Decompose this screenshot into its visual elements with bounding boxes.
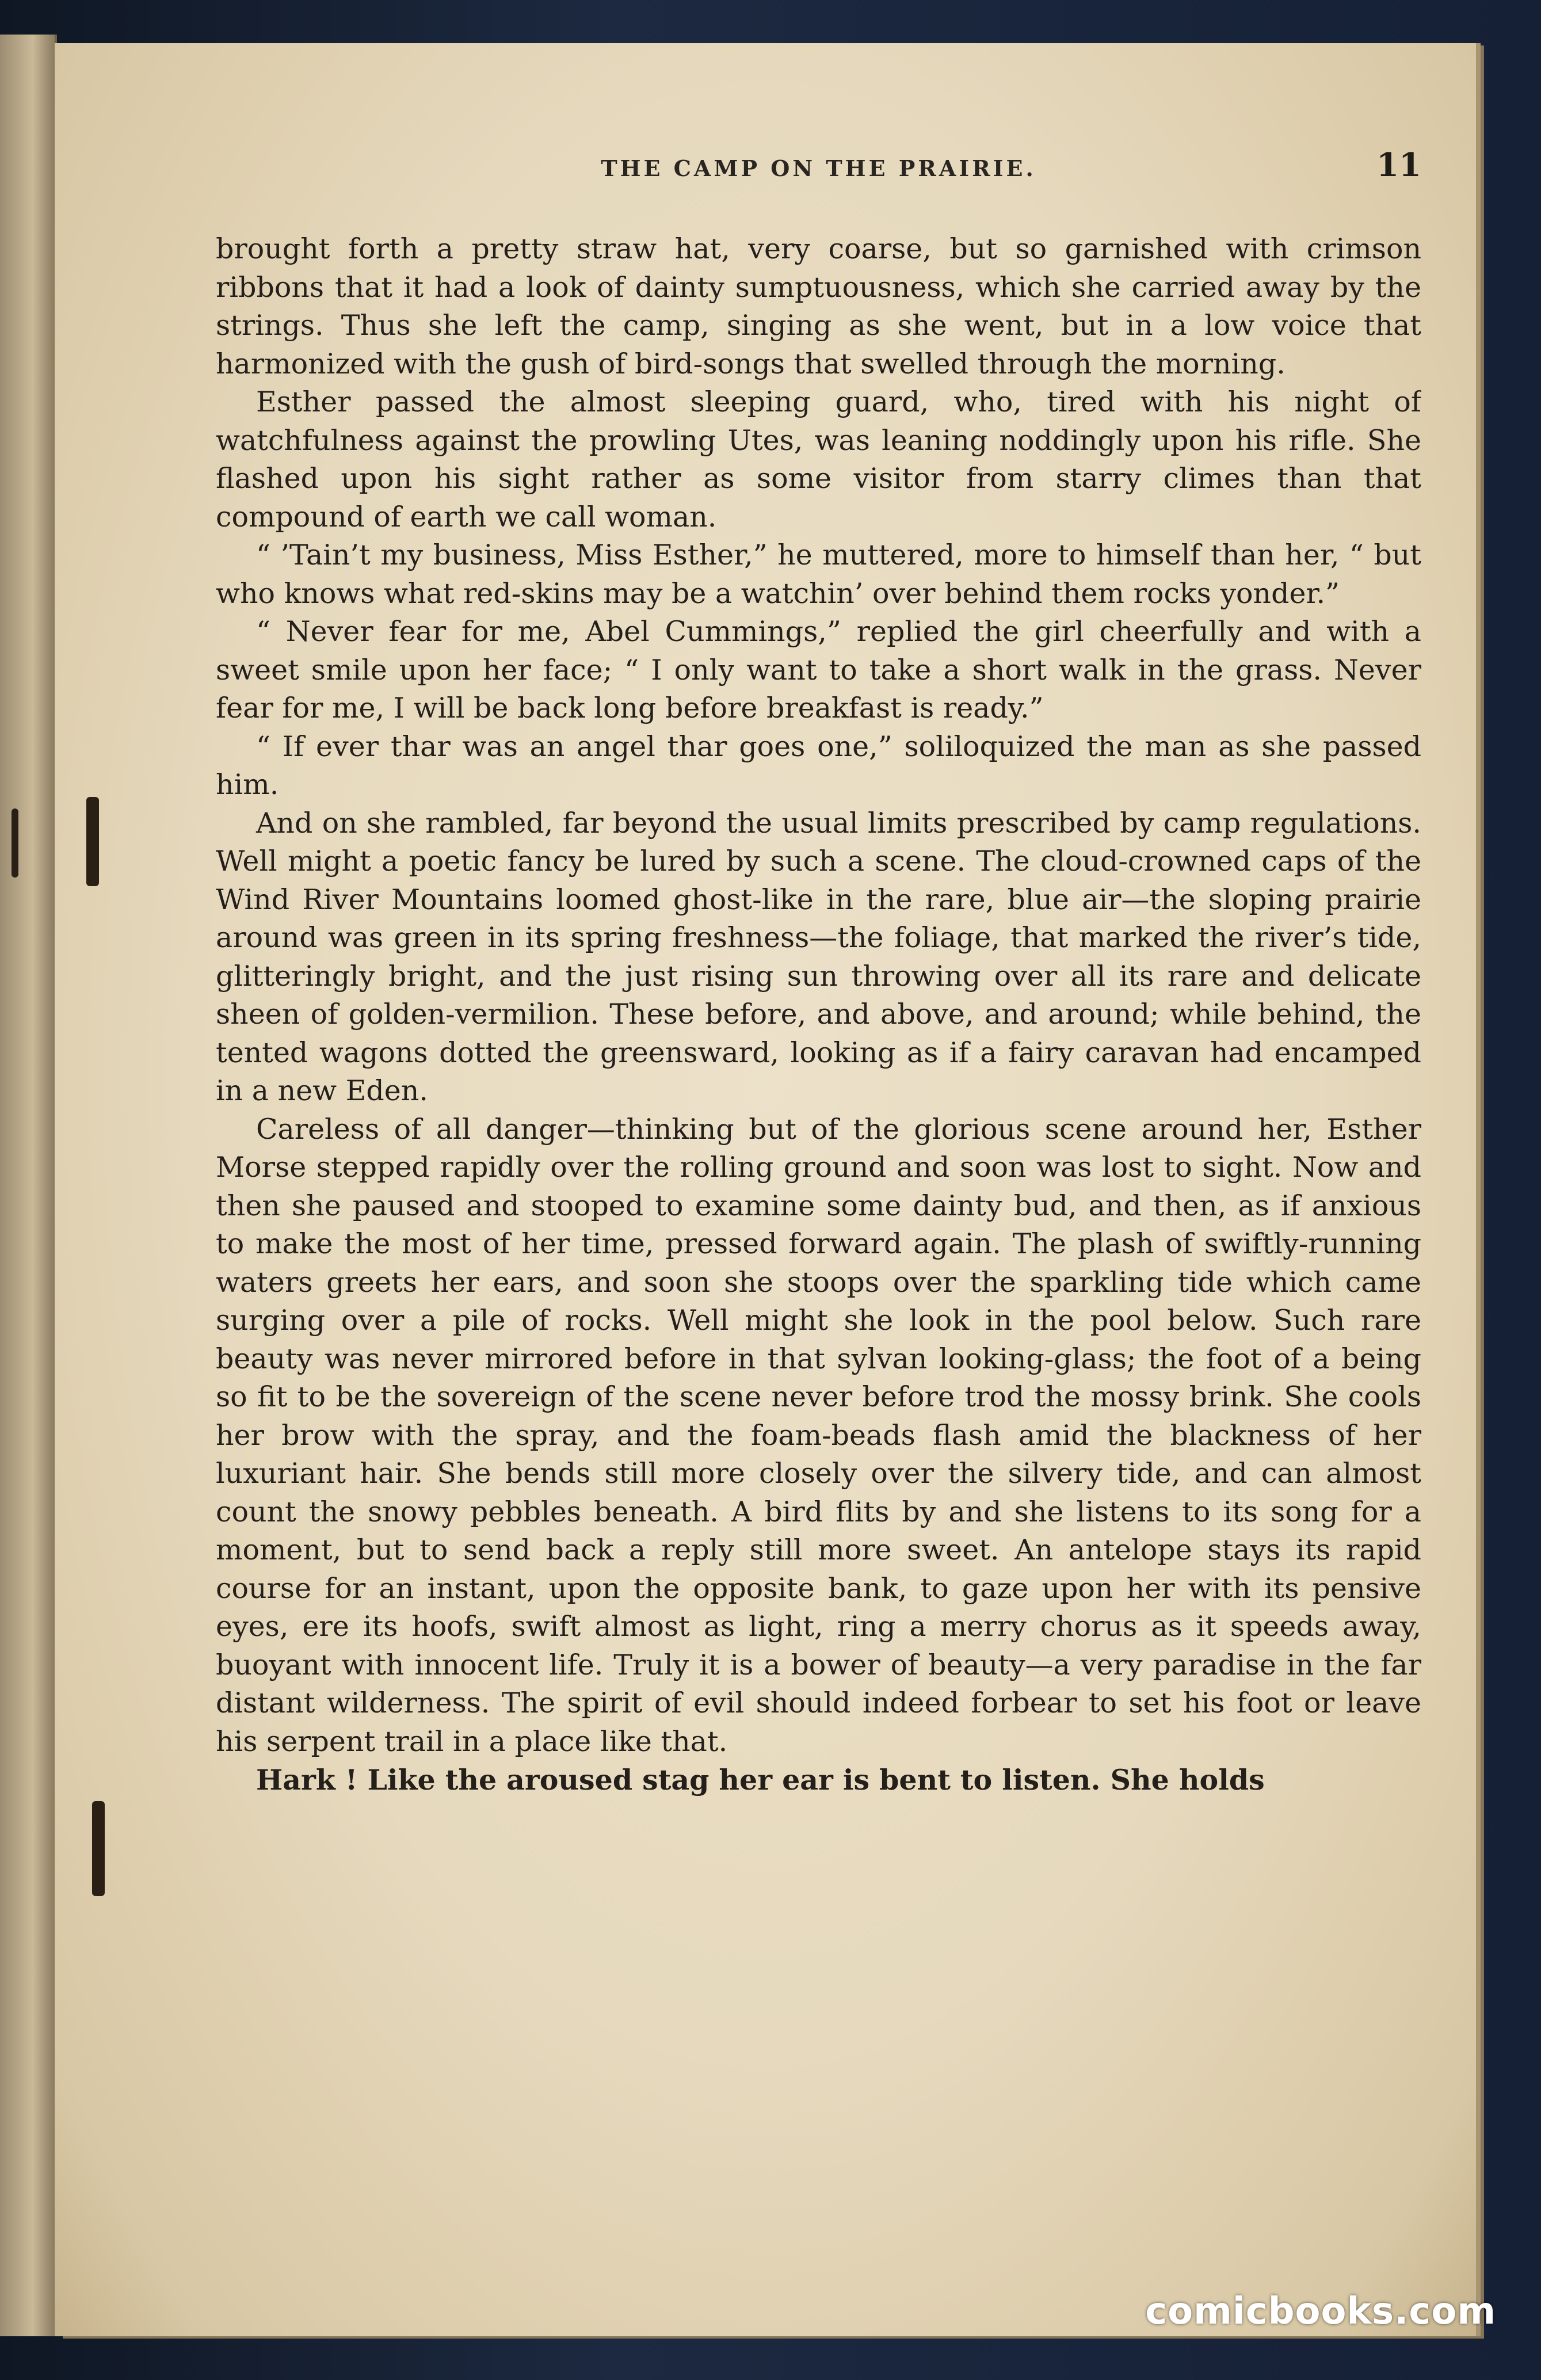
page-number: 11 (1376, 146, 1421, 184)
paragraph: And on she rambled, far beyond the usual limits prescribed by camp regulations. Well might a poetic fancy be lured by such a scene. The cloud-crowned caps of the Wind River Mountains loomed ghost-like in the rare, blue air—the sloping prairie around was green in its spring freshness—the foliage, that marked the river’s tide, glitteringly bright, and the just rising sun throwing over all its rare and delicate sheen of golden-vermilion. These before, and above, and around; while behind, the tented wagons dotted the greensward, looking as if a fairy caravan had encamped in a new Eden. (216, 806, 1421, 1107)
running-head: THE CAMP ON THE PRAIRIE. (601, 155, 1036, 181)
paragraph: Careless of all danger—thinking but of the glorious scene around her, Esther Morse stepped rapidly over the rolling ground and soon was lost to sight. Now and then she paused and stooped to examine some dainty bud, and then, as if anxious to make the most of her time, pressed forward again. The plash of swiftly-running waters greets her ears, and soon she stoops over the sparkling tide which came surging over a pile of rocks. Well might she look in the pool below. Such rare beauty was never mirrored before in that sylvan looking-glass; the foot of a being so fit to be the sovereign of the scene never before trod the mossy brink. She cools her brow with the spray, and the foam-beads flash amid the blackness of her luxuriant hair. She bends still more closely over the silvery tide, and can almost count the snowy pebbles beneath. A bird flits by and she listens to its song for a moment, but to send back a reply still more sweet. An antelope stays its rapid course for an instant, upon the opposite bank, to gaze upon her with its pensive eyes, ere its hoofs, swift almost as light, ring a merry chorus as it speeds away, buoyant with innocent life. Truly it is a bower of beauty—a very paradise in the far distant wilderness. The spirit of evil should indeed forbear to set his foot or leave his serpent trail in a place like that. (216, 1112, 1421, 1758)
body-text (216, 230, 1421, 2129)
paragraph: Hark ! Like the aroused stag her ear is bent to listen. She holds (256, 1763, 1265, 1797)
paragraph: “ Never fear for me, Abel Cummings,” replied the girl cheerfully and with a sweet smile upon her face; “ I only want to take a short walk in the grass. Never fear for me, I will be back long before breakfast is ready.” (216, 615, 1421, 724)
binding-stitch (12, 808, 18, 878)
paragraph: “ If ever thar was an angel thar goes one,” soliloquized the man as she passed him. (216, 730, 1421, 801)
paragraph: Esther passed the almost sleeping guard, who, tired with his night of watchfulness against the prowling Utes, was leaning noddingly upon his rifle. She flashed upon his sight rather as some visitor from starry climes than that compound of earth we call woman. (216, 386, 1421, 533)
binding-stitch (86, 797, 99, 886)
binding-stitch (92, 1801, 105, 1896)
book-page (55, 43, 1476, 2336)
paragraph: brought forth a pretty straw hat, very coarse, but so garnished with crimson ribbons that it had a look of dainty sumptuousness, which she carried away by the strings. Thus she left the camp, singing as she went, but in a low voice that harmonized with the gush of bird-songs that swelled through the morning. (216, 232, 1421, 380)
previous-page-edge (0, 35, 57, 2336)
watermark-logo: comicbooks.com (1145, 2290, 1496, 2333)
paragraph: “ ’Tain’t my business, Miss Esther,” he muttered, more to himself than her, “ but who knows what red-skins may be a watchin’ over behind them rocks yonder.” (216, 539, 1421, 610)
page-header (216, 146, 1421, 196)
